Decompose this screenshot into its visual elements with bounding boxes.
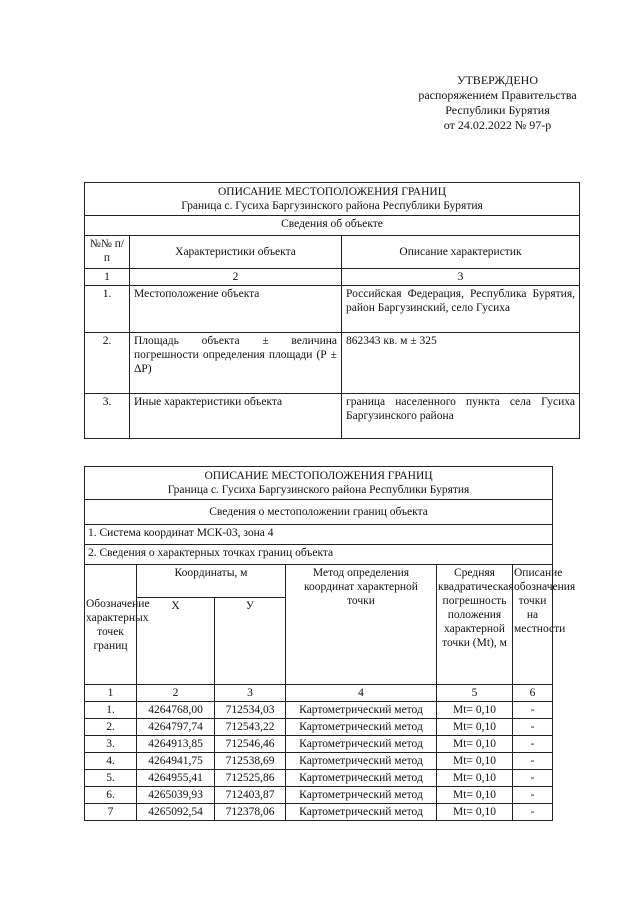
header-row xyxy=(85,236,580,269)
table-row xyxy=(85,787,553,804)
point-description: - xyxy=(513,719,553,736)
column-number: 2 xyxy=(137,685,215,702)
point-method: Картометрический метод xyxy=(286,804,437,821)
point-y: 712525,86 xyxy=(215,770,286,787)
header-description: Описание характеристик xyxy=(342,236,580,269)
column-number: 6 xyxy=(513,685,553,702)
point-description: - xyxy=(513,804,553,821)
point-id: 2. xyxy=(85,719,137,736)
point-id: 1. xyxy=(85,702,137,719)
table-title-row xyxy=(85,183,580,216)
column-number: 1 xyxy=(85,685,137,702)
header-num: №№ п/п xyxy=(85,236,130,269)
table-subtitle: Граница с. Гусиха Баргузинского района Республики Бурятия xyxy=(167,484,470,496)
table-subtitle: Граница с. Гусиха Баргузинского района Республики Бурятия xyxy=(181,200,483,212)
section-row xyxy=(85,216,580,236)
header-characteristic: Характеристики объекта xyxy=(130,236,342,269)
column-number: 2 xyxy=(130,269,342,286)
point-description: - xyxy=(513,753,553,770)
header-error: Средняя квадратическая погрешность положения характерной точки (Mt), м xyxy=(437,565,513,685)
approval-line: Республики Бурятия xyxy=(445,103,550,117)
column-number: 3 xyxy=(215,685,286,702)
approval-date: от 24.02.2022 № 97-р xyxy=(443,118,552,132)
header-method: Метод определения координат характерной точки xyxy=(286,565,437,685)
point-id: 5. xyxy=(85,770,137,787)
approval-line: распоряжением Правительства xyxy=(418,88,577,102)
table-row xyxy=(85,719,553,736)
row-description: 862343 кв. м ± 325 xyxy=(342,333,580,394)
point-error: Mt= 0,10 xyxy=(437,702,513,719)
column-number: 4 xyxy=(286,685,437,702)
point-y: 712543,22 xyxy=(215,719,286,736)
point-error: Mt= 0,10 xyxy=(437,736,513,753)
coord-system-row xyxy=(85,525,553,545)
column-number-row xyxy=(85,269,580,286)
point-id: 4. xyxy=(85,753,137,770)
table-row xyxy=(85,804,553,821)
header-y: У xyxy=(215,598,286,685)
point-method: Картометрический метод xyxy=(286,702,437,719)
point-x: 4264797,74 xyxy=(137,719,215,736)
section-title: Сведения о местоположении границ объекта xyxy=(85,500,553,525)
point-id: 3. xyxy=(85,736,137,753)
coord-system: 1. Система координат МСК-03, зона 4 xyxy=(85,525,553,545)
point-error: Mt= 0,10 xyxy=(437,719,513,736)
point-description: - xyxy=(513,702,553,719)
point-description: - xyxy=(513,770,553,787)
section-title: Сведения об объекте xyxy=(85,216,580,236)
point-x: 4265039,93 xyxy=(137,787,215,804)
point-error: Mt= 0,10 xyxy=(437,753,513,770)
point-method: Картометрический метод xyxy=(286,787,437,804)
point-id: 7 xyxy=(85,804,137,821)
point-id: 6. xyxy=(85,787,137,804)
point-y: 712378,06 xyxy=(215,804,286,821)
point-y: 712403,87 xyxy=(215,787,286,804)
point-x: 4264955,41 xyxy=(137,770,215,787)
approval-stamp xyxy=(400,73,595,133)
point-error: Mt= 0,10 xyxy=(437,804,513,821)
table-row xyxy=(85,753,553,770)
column-number: 1 xyxy=(85,269,130,286)
point-error: Mt= 0,10 xyxy=(437,770,513,787)
row-characteristic: Площадь объекта ± величина погрешности определения площади (Р ± ΔР) xyxy=(130,333,342,394)
row-characteristic: Иные характеристики объекта xyxy=(130,394,342,439)
point-method: Картометрический метод xyxy=(286,719,437,736)
point-x: 4264941,75 xyxy=(137,753,215,770)
header-point-description: Описание обозначения точки на местности xyxy=(513,565,553,685)
column-number: 3 xyxy=(342,269,580,286)
object-info-table xyxy=(84,182,580,439)
boundary-points-table xyxy=(84,466,576,821)
point-y: 712534,03 xyxy=(215,702,286,719)
row-description: Российская Федерация, Республика Бурятия, район Баргузинский, село Гусиха xyxy=(342,286,580,333)
point-method: Картометрический метод xyxy=(286,736,437,753)
table-row xyxy=(85,702,553,719)
row-description: граница населенного пункта села Гусиха Баргузинского района xyxy=(342,394,580,439)
point-method: Картометрический метод xyxy=(286,753,437,770)
header-coordinates: Координаты, м xyxy=(137,565,286,598)
header-x: Х xyxy=(137,598,215,685)
points-heading-row xyxy=(85,545,553,565)
point-x: 4264768,00 xyxy=(137,702,215,719)
header-row xyxy=(85,565,553,598)
points-body xyxy=(85,702,553,821)
point-x: 4264913,85 xyxy=(137,736,215,753)
header-designation: Обозначение характерных точек границ xyxy=(85,565,137,685)
approval-title: УТВЕРЖДЕНО xyxy=(456,73,538,87)
point-y: 712538,69 xyxy=(215,753,286,770)
table-row xyxy=(85,770,553,787)
point-method: Картометрический метод xyxy=(286,770,437,787)
point-x: 4265092,54 xyxy=(137,804,215,821)
point-description: - xyxy=(513,787,553,804)
table-title: ОПИСАНИЕ МЕСТОПОЛОЖЕНИЯ ГРАНИЦ xyxy=(217,186,447,198)
column-number: 5 xyxy=(437,685,513,702)
row-number: 3. xyxy=(85,394,130,439)
section-row xyxy=(85,500,553,525)
table-title: ОПИСАНИЕ МЕСТОПОЛОЖЕНИЯ ГРАНИЦ xyxy=(204,470,433,482)
row-characteristic: Местоположение объекта xyxy=(130,286,342,333)
table-title-row xyxy=(85,467,553,500)
table-row xyxy=(85,333,580,394)
table-row xyxy=(85,286,580,333)
points-heading: 2. Сведения о характерных точках границ объекта xyxy=(85,545,553,565)
row-number: 2. xyxy=(85,333,130,394)
table-row xyxy=(85,394,580,439)
point-error: Mt= 0,10 xyxy=(437,787,513,804)
point-y: 712546,46 xyxy=(215,736,286,753)
point-description: - xyxy=(513,736,553,753)
table-row xyxy=(85,736,553,753)
row-number: 1. xyxy=(85,286,130,333)
column-number-row xyxy=(85,685,553,702)
